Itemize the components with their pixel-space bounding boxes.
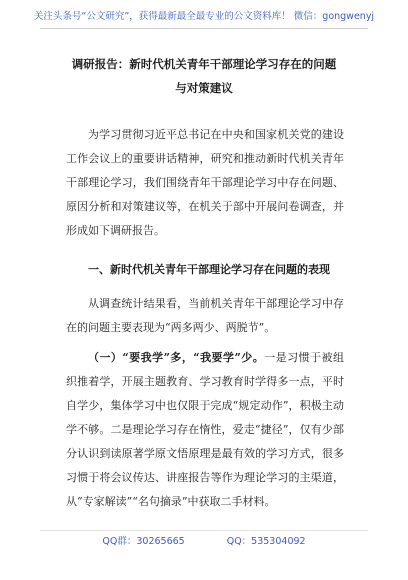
top-banner: 关注头条号“公文研究”，获得最新最全最专业的公文资料库！ 微信：gongwenyj — [33, 11, 375, 22]
footer-qq-group: QQ群：30265665 — [102, 536, 185, 547]
survey-paragraph: 从调查统计结果看，当前机关青年干部理论学习中存在的问题主要表现为“两多两少、两脱节”。 — [66, 297, 344, 334]
point-1-lead: （一）“要我学”多，“我要学”少。 — [88, 351, 265, 364]
footer-divider — [40, 530, 368, 531]
intro-paragraph: 为学习贯彻习近平总书记在中央和国家机关党的建设工作会议上的重要讲话精神，研究和推动新时代机关青年干部理论学习，我们围绕青年干部理论学习中存在问题、原因分析和对策建议等，在机关于部中开展问卷调查，并形成如下调研报告。 — [66, 128, 344, 237]
footer-qq-contact: QQ：535304092 — [226, 536, 306, 547]
section-heading-1: 一、新时代机关青年干部理论学习存在问题的表现 — [88, 263, 330, 276]
point-1-body: 一是习惯于被组织推着学，开展主题教育、学习教育时学得多一点，平时自学少，集体学习中也仅限于完成“规定动作”，积极主动学不够。二是理论学习存在惰性，爱走“捷径”，仅有少部分认识到读原著学原文悟原理是最有效的学习方式，很多习惯于将会议传达、讲座报告等作为理论学习的主渠道，从“专家解读”“名句摘录”中获取二手材料。 — [66, 351, 345, 508]
footer — [0, 535, 408, 549]
document-title: 调研报告：新时代机关青年干部理论学习存在的问题与对策建议 — [71, 57, 337, 95]
point-1-paragraph — [66, 346, 344, 514]
banner-divider — [40, 28, 368, 29]
